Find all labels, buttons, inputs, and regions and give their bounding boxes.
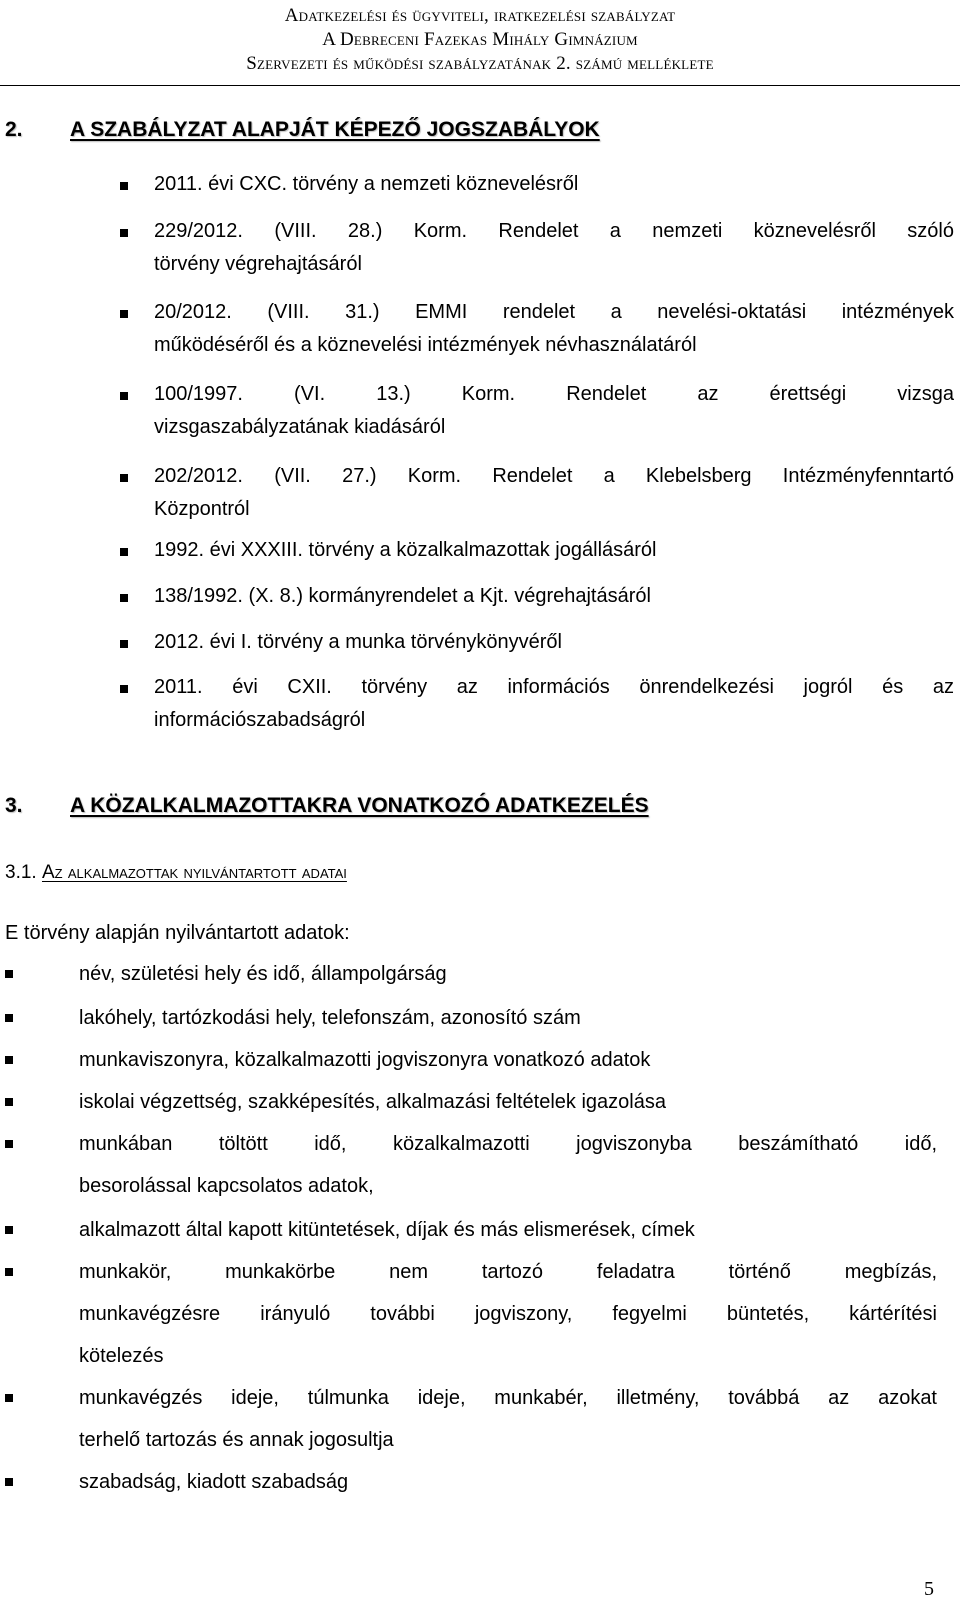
item-line: 2011. évi CXII. törvény az információs önrendelkezési jogról és az <box>154 676 954 698</box>
section-2-number: 2. <box>5 118 23 141</box>
list-bullet <box>5 1014 13 1022</box>
legal-reference-item <box>154 671 954 737</box>
subsection-3-1-title: Az alkalmazottak nyilvántartott adatai <box>41 862 347 883</box>
item-line: 1992. évi XXXIII. törvény a közalkalmazottak jogállásáról <box>154 539 657 561</box>
item-line: munkavégzés ideje, túlmunka ideje, munkabér, illetmény, továbbá az azokat <box>79 1387 937 1409</box>
legal-reference-item <box>154 626 954 659</box>
item-line: lakóhely, tartózkodási hely, telefonszám, azonosító szám <box>79 1007 581 1029</box>
data-category-item <box>79 953 937 995</box>
list-bullet <box>120 229 128 237</box>
header-line-2: A Debreceni Fazekas Mihály Gimnázium <box>322 29 638 50</box>
data-category-item <box>79 1251 937 1377</box>
list-bullet <box>120 182 128 190</box>
item-line: 100/1997. (VI. 13.) Korm. Rendelet az érettségi vizsga <box>154 383 954 405</box>
legal-reference-item <box>154 580 954 613</box>
legal-reference-item <box>154 534 954 567</box>
data-category-item <box>79 997 937 1039</box>
item-line: információszabadságról <box>154 709 366 731</box>
item-line: alkalmazott által kapott kitüntetések, díjak és más elismerések, címek <box>79 1219 695 1241</box>
item-line: 2011. évi CXC. törvény a nemzeti köznevelésről <box>154 173 579 195</box>
item-line: törvény végrehajtásáról <box>154 253 362 275</box>
data-category-item <box>79 1209 937 1251</box>
item-line: működéséről és a köznevelési intézmények névhasználatáról <box>154 334 697 356</box>
list-bullet <box>5 1478 13 1486</box>
item-line: munkakör, munkakörbe nem tartozó feladatra történő megbízás, <box>79 1261 937 1283</box>
list-bullet <box>5 1394 13 1402</box>
section-3-title: A KÖZALKALMAZOTTAKRA VONATKOZÓ ADATKEZELÉS <box>70 794 649 817</box>
legal-reference-item <box>154 296 954 362</box>
list-bullet <box>5 1226 13 1234</box>
item-line: 229/2012. (VIII. 28.) Korm. Rendelet a nemzeti köznevelésről szóló <box>154 220 954 242</box>
item-line: szabadság, kiadott szabadság <box>79 1471 349 1493</box>
list-bullet <box>5 1098 13 1106</box>
intro-paragraph: E törvény alapján nyilvántartott adatok: <box>5 922 350 944</box>
subsection-3-1-number: 3.1. <box>5 862 37 883</box>
data-category-item <box>79 1377 937 1461</box>
item-line: 2012. évi I. törvény a munka törvénykönyvéről <box>154 631 562 653</box>
list-bullet <box>5 1140 13 1148</box>
item-line: iskolai végzettség, szakképesítés, alkalmazási feltételek igazolása <box>79 1091 666 1113</box>
data-category-item <box>79 1123 937 1207</box>
section-2-title: A SZABÁLYZAT ALAPJÁT KÉPEZŐ JOGSZABÁLYOK <box>70 118 600 141</box>
list-bullet <box>5 970 13 978</box>
item-line: 202/2012. (VII. 27.) Korm. Rendelet a Klebelsberg Intézményfenntartó <box>154 465 954 487</box>
legal-reference-item <box>154 168 954 201</box>
subsection-3-1-heading <box>5 862 347 884</box>
section-3-heading <box>5 794 649 818</box>
list-bullet <box>120 392 128 400</box>
item-line: munkaviszonyra, közalkalmazotti jogviszonyra vonatkozó adatok <box>79 1049 651 1071</box>
list-bullet <box>5 1056 13 1064</box>
page-number: 5 <box>924 1578 934 1600</box>
legal-reference-item <box>154 378 954 444</box>
item-line: besorolással kapcsolatos adatok, <box>79 1175 374 1197</box>
list-bullet <box>5 1268 13 1276</box>
list-bullet <box>120 548 128 556</box>
list-bullet <box>120 685 128 693</box>
legal-reference-item <box>154 460 954 526</box>
document-header <box>0 0 960 86</box>
section-3-number: 3. <box>5 794 23 817</box>
item-line: kötelezés <box>79 1345 164 1367</box>
header-line-3: Szervezeti és működési szabályzatának 2. számú melléklete <box>246 53 714 74</box>
data-category-item <box>79 1081 937 1123</box>
item-line: név, születési hely és idő, állampolgárság <box>79 963 447 985</box>
item-line: Központról <box>154 498 250 520</box>
item-line: 20/2012. (VIII. 31.) EMMI rendelet a nevelési-oktatási intézmények <box>154 301 954 323</box>
list-bullet <box>120 310 128 318</box>
section-2-heading <box>5 118 600 142</box>
legal-reference-item <box>154 215 954 281</box>
header-line-1: Adatkezelési és ügyviteli, iratkezelési szabályzat <box>284 5 676 26</box>
item-line: vizsgaszabályzatának kiadásáról <box>154 416 446 438</box>
list-bullet <box>120 474 128 482</box>
item-line: munkában töltött idő, közalkalmazotti jogviszonyba beszámítható idő, <box>79 1133 937 1155</box>
list-bullet <box>120 594 128 602</box>
item-line: terhelő tartozás és annak jogosultja <box>79 1429 394 1451</box>
list-bullet <box>120 640 128 648</box>
item-line: 138/1992. (X. 8.) kormányrendelet a Kjt. végrehajtásáról <box>154 585 651 607</box>
data-category-item <box>79 1039 937 1081</box>
data-category-item <box>79 1461 937 1503</box>
item-line: munkavégzésre irányuló további jogviszony, fegyelmi büntetés, kártérítési <box>79 1303 937 1325</box>
